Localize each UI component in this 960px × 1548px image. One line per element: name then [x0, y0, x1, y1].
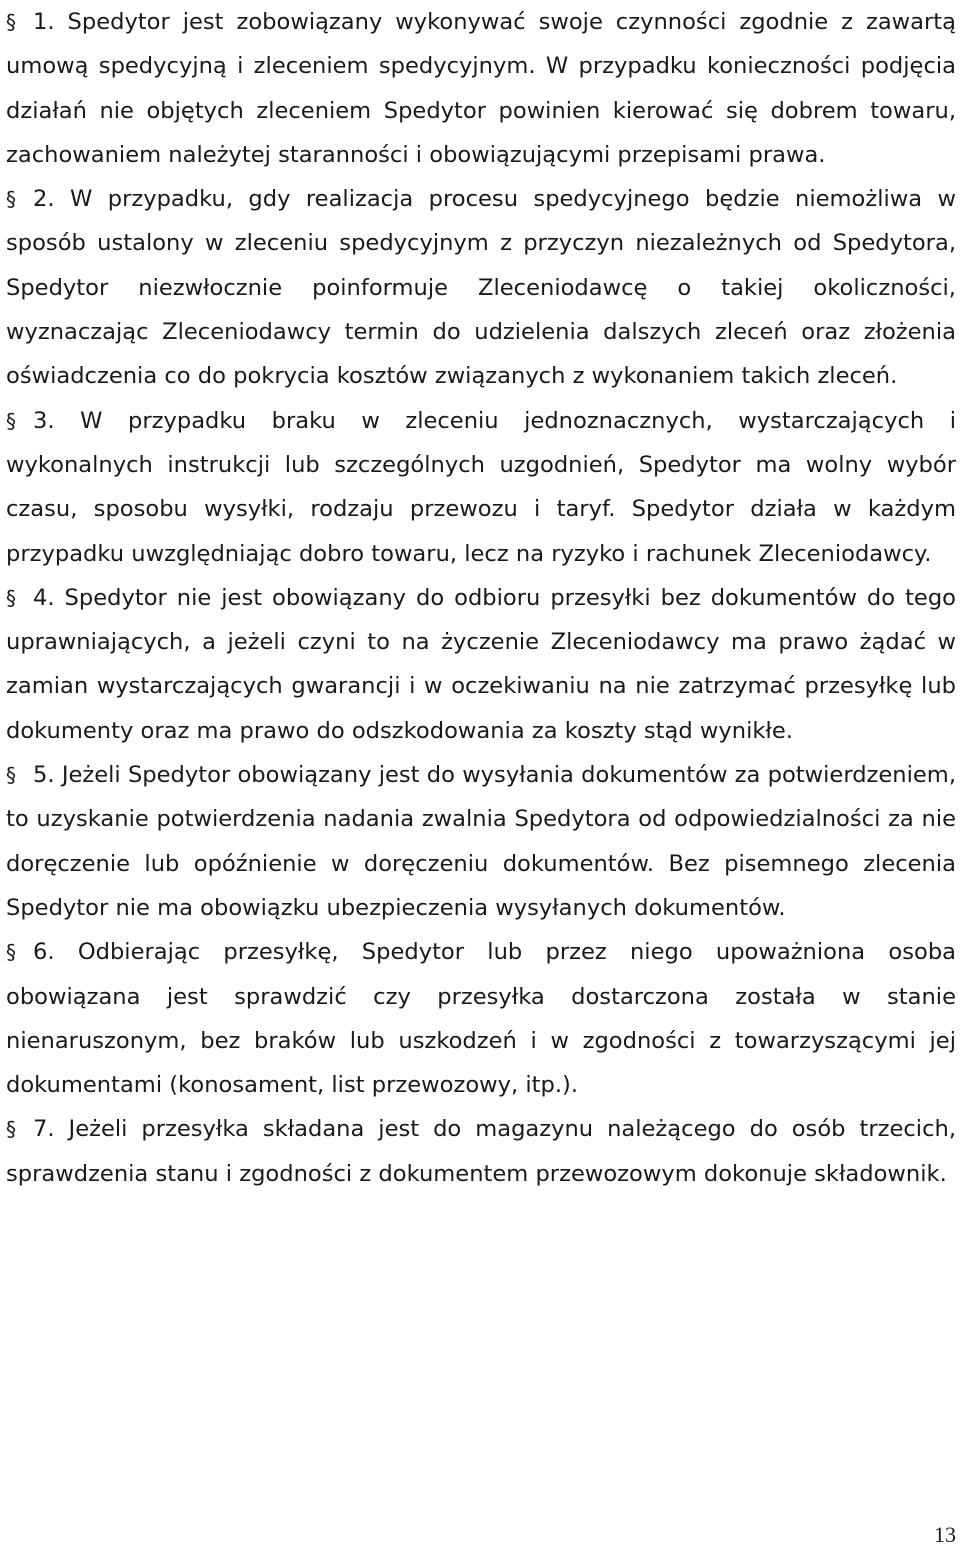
paragraph-5 [6, 753, 956, 930]
paragraph-text: Spedytor jest zobowiązany wykonywać swoje czynności zgodnie z zawartą umową spedycyjną i zleceniem spedycyjnym. W przypadku konieczności podjęcia działań nie objętych zleceniem Spedytor powinien kierować się dobrem towaru, zachowaniem należytej staranności i obowiązującymi przepisami prawa. [6, 9, 956, 168]
paragraph-number: 7. [33, 1116, 55, 1143]
paragraph-7 [6, 1107, 956, 1196]
paragraph-number: 5. [33, 762, 55, 789]
section-mark: § [6, 763, 16, 788]
paragraph-6 [6, 930, 956, 1107]
paragraph-text: Spedytor nie jest obowiązany do odbioru przesyłki bez dokumentów do tego uprawniających, a jeżeli czyni to na życzenie Zleceniodawcy ma prawo żądać w zamian wystarczających gwarancji i w oczekiwaniu na nie zatrzymać przesyłkę lub dokumenty oraz ma prawo do odszkodowania za koszty stąd wynikłe. [6, 584, 956, 744]
paragraph-text: W przypadku, gdy realizacja procesu spedycyjnego będzie niemożliwa w sposób ustalony w zleceniu spedycyjnym z przyczyn niezależnych od Spedytora, Spedytor niezwłocznie poinformuje Zleceniodawcę o takiej okoliczności, wyznaczając Zleceniodawcy termin do udzielenia dalszych zleceń oraz złożenia oświadczenia co do pokrycia kosztów związanych z wykonaniem takich zleceń. [6, 186, 956, 390]
paragraph-number: 3. [33, 407, 55, 434]
paragraph-text: Jeżeli przesyłka składana jest do magazynu należącego do osób trzecich, sprawdzenia stanu i zgodności z dokumentem przewozowym dokonuje składownik. [6, 1116, 956, 1187]
page-number: 13 [934, 1522, 956, 1547]
paragraph-text: Odbierając przesyłkę, Spedytor lub przez niego upoważniona osoba obowiązana jest sprawdzić czy przesyłka dostarczona została w stanie nienaruszonym, bez braków lub uszkodzeń i w zgodności z towarzyszącymi jej dokumentami (konosament, list przewozowy, itp.). [6, 939, 957, 1099]
paragraph-number: 4. [33, 584, 55, 611]
paragraph-text: W przypadku braku w zleceniu jednoznacznych, wystarczających i wykonalnych instrukcji lub szczególnych uzgodnień, Spedytor ma wolny wybór czasu, sposobu wysyłki, rodzaju przewozu i taryf. Spedytor działa w każdym przypadku uwzględniając dobro towaru, lecz na ryzyko i rachunek Zleceniodawcy. [6, 407, 956, 567]
paragraph-text: Jeżeli Spedytor obowiązany jest do wysyłania dokumentów za potwierdzeniem, to uzyskanie potwierdzenia nadania zwalnia Spedytora od odpowiedzialności za nie doręczenie lub opóźnienie w doręczeniu dokumentów. Bez pisemnego zlecenia Spedytor nie ma obowiązku ubezpieczenia wysyłanych dokumentów. [6, 762, 957, 921]
section-mark: § [6, 187, 16, 212]
paragraph-3 [6, 399, 956, 576]
paragraph-1 [6, 0, 956, 177]
paragraph-number: 2. [33, 186, 55, 213]
paragraph-number: 6. [33, 939, 55, 966]
section-mark: § [6, 1117, 16, 1142]
section-mark: § [6, 408, 16, 433]
section-mark: § [6, 10, 16, 34]
paragraph-number: 1. [33, 9, 55, 35]
section-mark: § [6, 940, 16, 965]
paragraph-4 [6, 576, 956, 753]
section-mark: § [6, 585, 16, 610]
paragraph-2 [6, 177, 956, 398]
document-page [6, 0, 956, 1196]
